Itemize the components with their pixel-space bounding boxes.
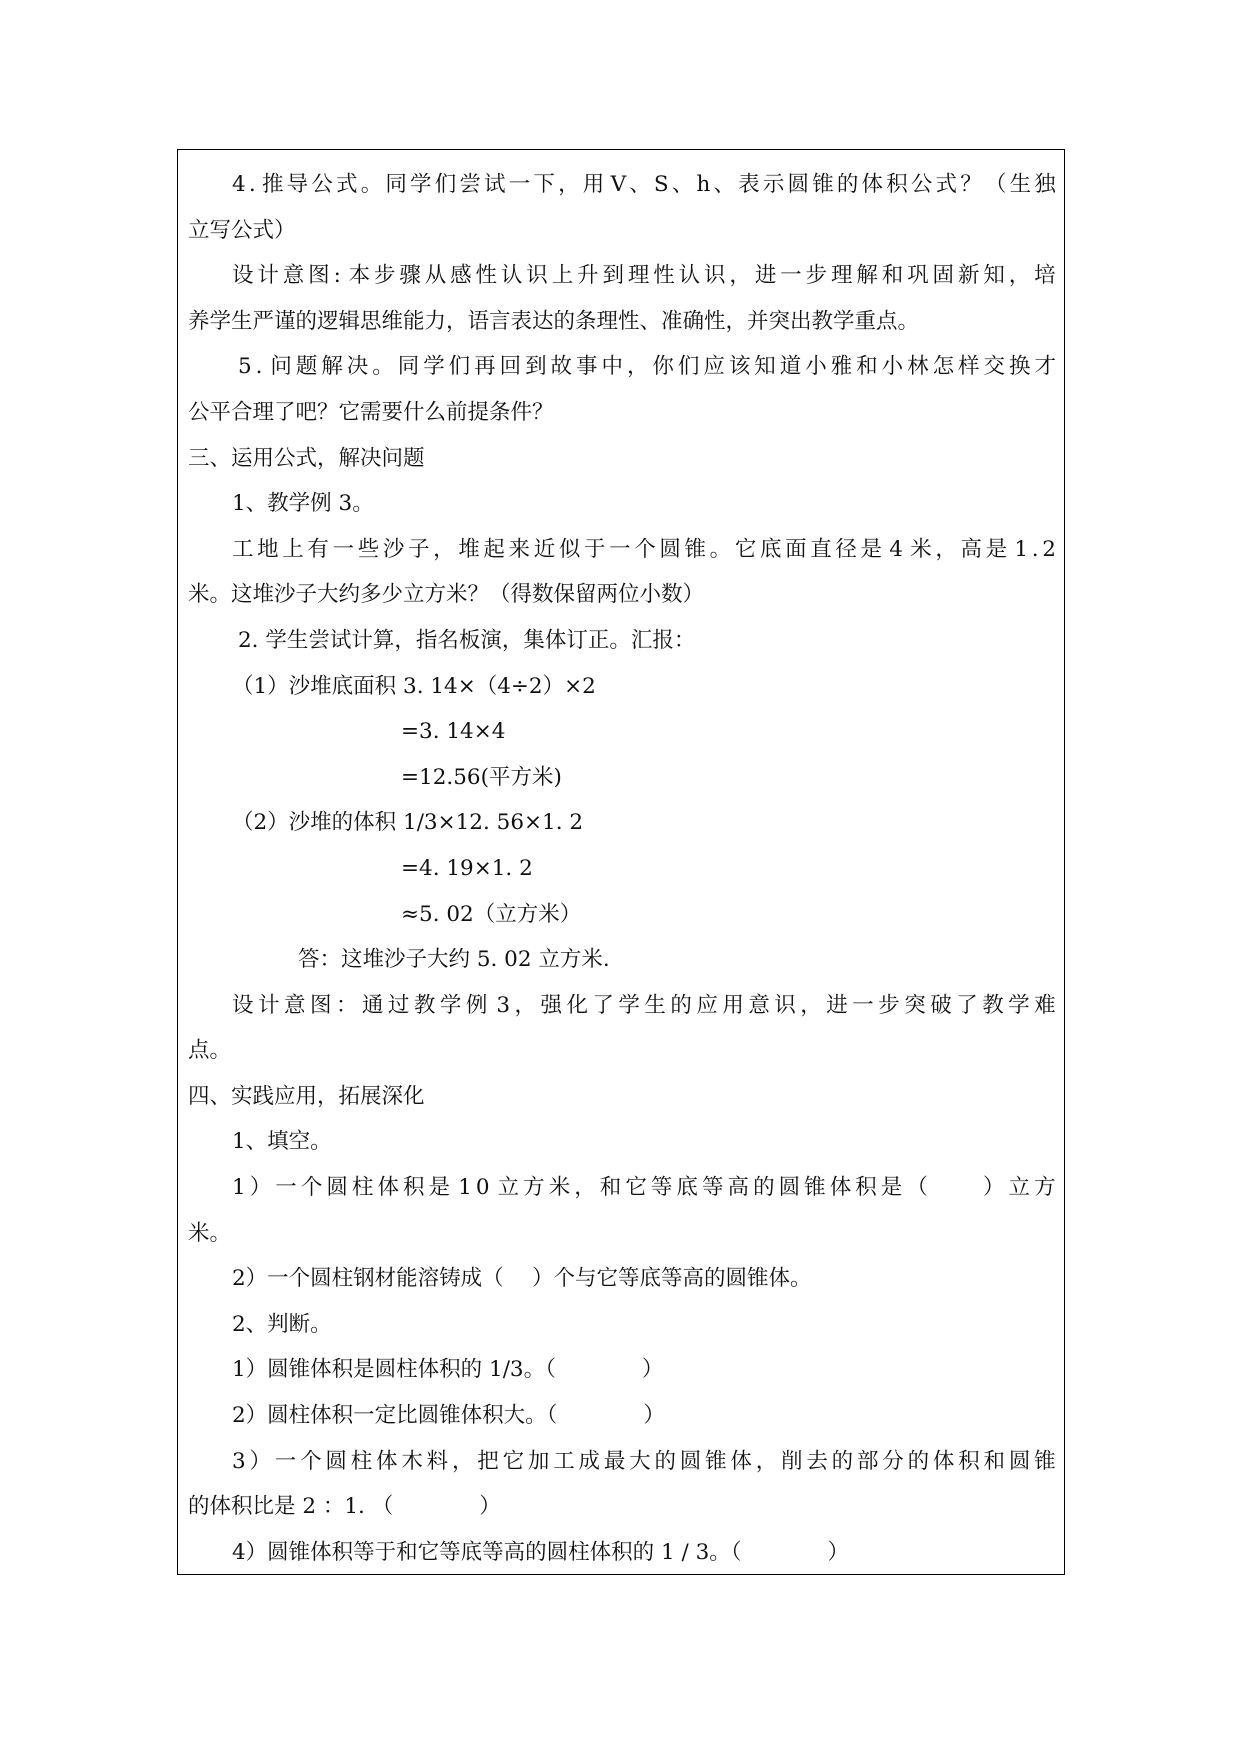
text-line: （2）沙堆的体积 1/3×12. 56×1. 2 bbox=[232, 810, 584, 836]
text-line: 1 ） 一 个 圆 柱 体 积 是 1 0 立 方 米 ， 和 它 等 底 等 高 的 圆 锥 体 积 是 （ ） 立 方 bbox=[232, 1175, 1056, 1201]
text-line: 的体积比是 2 ：1. （ ） bbox=[188, 1494, 501, 1520]
text-line: 米。这堆沙子大约多少立方米？（得数保留两位小数） bbox=[188, 582, 705, 608]
text-line: =3. 14×4 bbox=[401, 719, 506, 745]
text-line: 4 . 推 导 公 式 。 同 学 们 尝 试 一 下 ， 用 V 、 S 、 h 、 表 示 圆 锥 的 体 积 公 式 ？ （ 生 独 bbox=[232, 172, 1056, 197]
document-body bbox=[188, 162, 1056, 1575]
text-line: 设 计 意 图 : 本 步 骤 从 感 性 认 识 上 升 到 理 性 认 识 ， 进 一 步 理 解 和 巩 固 新 知 ， 培 bbox=[232, 263, 1056, 289]
text-line: ≈5. 02（立方米） bbox=[401, 901, 582, 927]
text-line: 公平合理了吧？它需要什么前提条件？ bbox=[188, 399, 554, 425]
text-line: 1）圆锥体积是圆柱体积的 1/3。（ ） bbox=[232, 1357, 664, 1383]
text-line: 2）一个圆柱钢材能溶铸成（ ）个与它等底等高的圆锥体。 bbox=[232, 1266, 812, 1292]
text-line: 工 地 上 有 一 些 沙 子 ， 堆 起 来 近 似 于 一 个 圆 锥 。 它 底 面 直 径 是 4 米 ， 高 是 1 . 2 bbox=[232, 536, 1056, 562]
text-line: 5 . 问 题 解 决 。 同 学 们 再 回 到 故 事 中 ， 你 们 应 该 知 道 小 雅 和 小 林 怎 样 交 换 才 bbox=[238, 354, 1056, 380]
text-line: 1、教学例 3。 bbox=[232, 491, 374, 517]
text-line: 答：这堆沙子大约 5. 02 立方米. bbox=[298, 947, 610, 973]
text-line: （1）沙堆底面积 3. 14×（4÷2）×2 bbox=[232, 673, 596, 699]
text-line: 2. 学生尝试计算，指名板演，集体订正。汇报： bbox=[238, 627, 696, 653]
text-line: 立写公式） bbox=[188, 217, 296, 243]
text-line: 养学生严谨的逻辑思维能力，语言表达的条理性、准确性，并突出教学重点。 bbox=[188, 308, 920, 334]
text-line: 点。 bbox=[188, 1038, 232, 1064]
text-line: 设 计 意 图 ： 通 过 教 学 例 3 ， 强 化 了 学 生 的 应 用 意 识 ， 进 一 步 突 破 了 教 学 难 bbox=[232, 992, 1056, 1018]
text-line: 4）圆锥体积等于和它等底等高的圆柱体积的 1 / 3。（ ） bbox=[232, 1539, 850, 1565]
text-line: 四、实践应用，拓展深化 bbox=[188, 1083, 425, 1109]
text-line: =12.56(平方米) bbox=[401, 764, 562, 790]
text-line: 2、判断。 bbox=[232, 1311, 332, 1337]
text-line: 米。 bbox=[188, 1220, 232, 1246]
text-line: 2）圆柱体积一定比圆锥体积大。（ ） bbox=[232, 1403, 665, 1429]
content-frame bbox=[177, 149, 1065, 1575]
text-line: 三、运用公式，解决问题 bbox=[188, 445, 425, 471]
text-line: =4. 19×1. 2 bbox=[401, 855, 533, 881]
text-line: 3 ） 一 个 圆 柱 体 木 料 ， 把 它 加 工 成 最 大 的 圆 锥 体 ， 削 去 的 部 分 的 体 积 和 圆 锥 bbox=[232, 1448, 1056, 1474]
text-line: 1、填空。 bbox=[232, 1129, 332, 1155]
